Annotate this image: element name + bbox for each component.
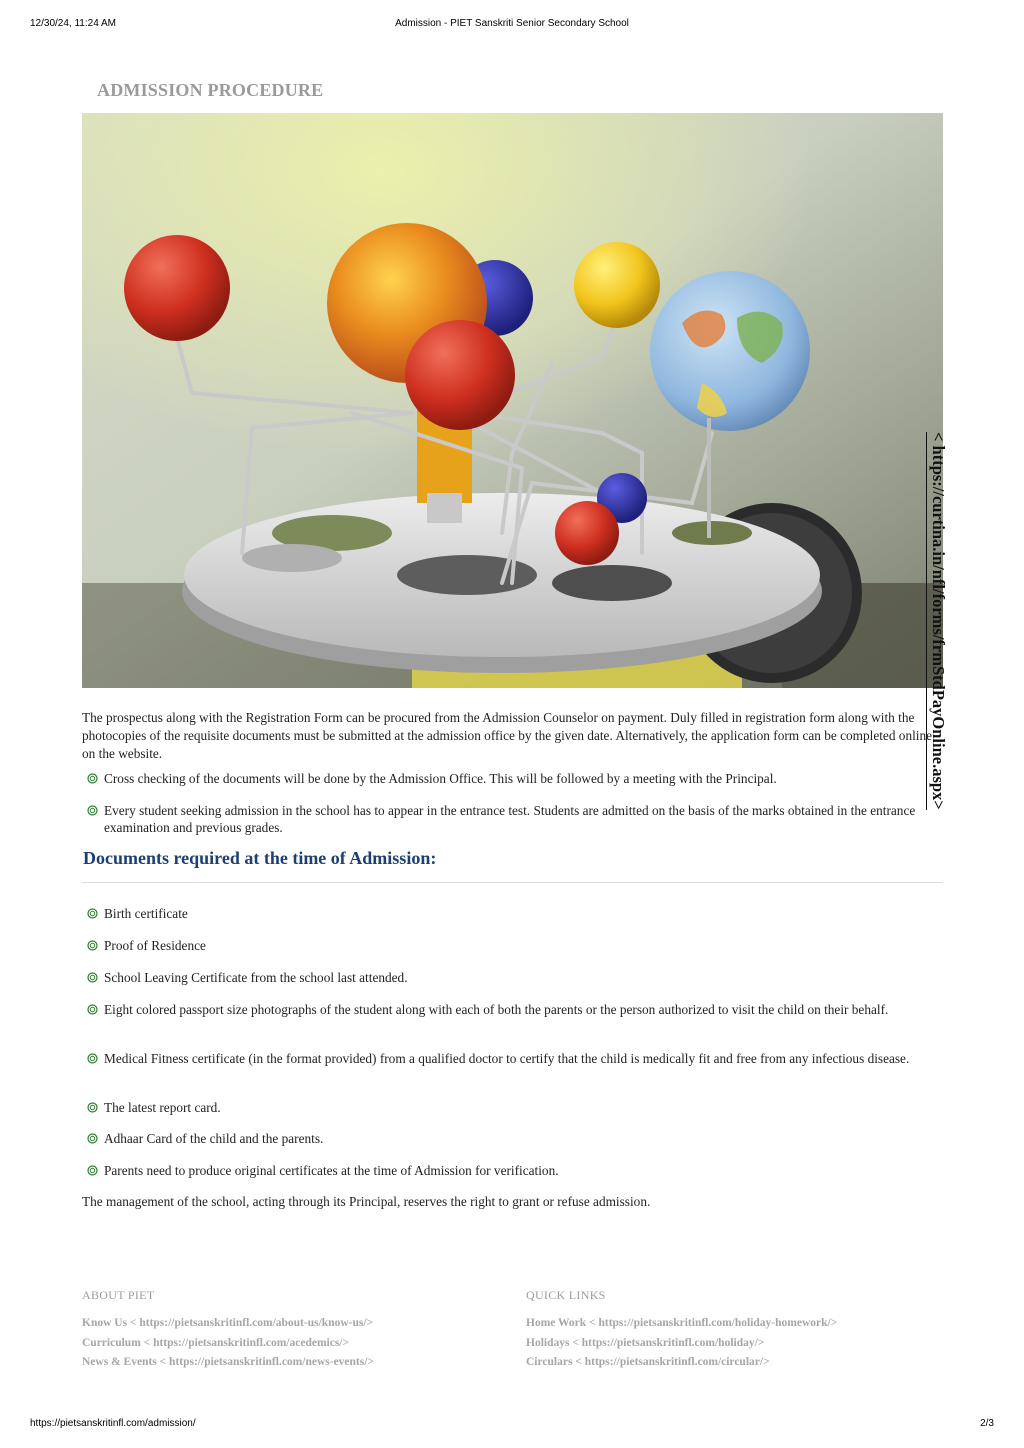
footer-quick-links bbox=[526, 1288, 837, 1373]
footer-link-news-events[interactable]: News & Events < https://pietsanskritinfl.com/news-events/> bbox=[82, 1356, 374, 1368]
print-page-number: 2/3 bbox=[980, 1418, 994, 1429]
document-item bbox=[82, 1130, 942, 1147]
page-title: ADMISSION PROCEDURE bbox=[97, 80, 324, 100]
bullet-ring-icon bbox=[87, 1102, 98, 1113]
footer-link-home-work[interactable]: Home Work < https://pietsanskritinfl.com/holiday-homework/> bbox=[526, 1317, 838, 1329]
print-header bbox=[0, 18, 1024, 32]
document-item-text: Parents need to produce original certificates at the time of Admission for verification. bbox=[104, 1163, 559, 1178]
print-footer bbox=[0, 1418, 1024, 1432]
document-item-text: Birth certificate bbox=[104, 906, 188, 921]
online-payment-link-text[interactable]: < https://curtina.in/nfl/forms/frmStdPayOnline.aspx> bbox=[926, 432, 948, 810]
procedure-item-text: Cross checking of the documents will be done by the Admission Office. This will be followed by a meeting with the Principal. bbox=[104, 771, 777, 786]
footer-link-circulars[interactable]: Circulars < https://pietsanskritinfl.com/circular/> bbox=[526, 1356, 770, 1368]
closing-paragraph: The management of the school, acting through its Principal, reserves the right to grant or refuse admission. bbox=[82, 1194, 651, 1209]
bullet-ring-icon bbox=[87, 1004, 98, 1015]
document-item-text: Medical Fitness certificate (in the format provided) from a qualified doctor to certify that the child is medically fit and free from any infectious disease. bbox=[104, 1051, 910, 1066]
document-item bbox=[82, 1050, 942, 1067]
document-item-text: School Leaving Certificate from the school last attended. bbox=[104, 970, 408, 985]
hero-image bbox=[82, 113, 943, 688]
procedure-item-text: Every student seeking admission in the school has to appear in the entrance test. Students are admitted on the basis of the marks obtained in the entrance examination and previous grades. bbox=[104, 803, 916, 835]
document-item bbox=[82, 1001, 942, 1018]
footer-quick-heading: QUICK LINKS bbox=[526, 1288, 606, 1302]
footer-link-curriculum[interactable]: Curriculum < https://pietsanskritinfl.com/acedemics/> bbox=[82, 1336, 350, 1349]
bullet-ring-icon bbox=[87, 773, 98, 784]
bullet-ring-icon bbox=[87, 908, 98, 919]
document-item-text: Adhaar Card of the child and the parents. bbox=[104, 1131, 324, 1146]
bullet-ring-icon bbox=[87, 972, 98, 983]
procedure-item bbox=[82, 802, 942, 836]
bullet-ring-icon bbox=[87, 805, 98, 816]
footer-about-heading: ABOUT PIET bbox=[82, 1288, 155, 1302]
document-item bbox=[82, 937, 942, 954]
procedure-item bbox=[82, 770, 942, 787]
documents-heading: Documents required at the time of Admission: bbox=[83, 848, 437, 868]
bullet-ring-icon bbox=[87, 1053, 98, 1064]
document-item bbox=[82, 1099, 942, 1116]
footer-link-know-us[interactable]: Know Us < https://pietsanskritinfl.com/about-us/know-us/> bbox=[82, 1317, 374, 1329]
print-page-title: Admission - PIET Sanskriti Senior Secondary School bbox=[395, 18, 629, 29]
footer-link-holidays[interactable]: Holidays < https://pietsanskritinfl.com/holiday/> bbox=[526, 1336, 765, 1349]
document-item-text: Proof of Residence bbox=[104, 938, 206, 953]
bullet-ring-icon bbox=[87, 1165, 98, 1176]
document-item-text: The latest report card. bbox=[104, 1100, 221, 1115]
bullet-ring-icon bbox=[87, 1133, 98, 1144]
orrery-illustration bbox=[82, 113, 943, 688]
print-url: https://pietsanskritinfl.com/admission/ bbox=[30, 1418, 196, 1429]
footer-about bbox=[82, 1288, 374, 1373]
section-divider bbox=[82, 882, 943, 883]
document-item-text: Eight colored passport size photographs of the student along with each of both the parents or the person authorized to visit the child on their behalf. bbox=[104, 1002, 889, 1017]
bullet-ring-icon bbox=[87, 940, 98, 951]
intro-paragraph: The prospectus along with the Registration Form can be procured from the Admission Counselor on payment. Duly filled in registration form along with the photocopies of the requisite documents must be submitted at the admission office by the given date. Alternatively, the application form can be completed online on the website. bbox=[82, 710, 933, 761]
document-item bbox=[82, 905, 942, 922]
document-item bbox=[82, 969, 942, 986]
print-datetime: 12/30/24, 11:24 AM bbox=[30, 18, 116, 29]
document-item bbox=[82, 1162, 942, 1179]
